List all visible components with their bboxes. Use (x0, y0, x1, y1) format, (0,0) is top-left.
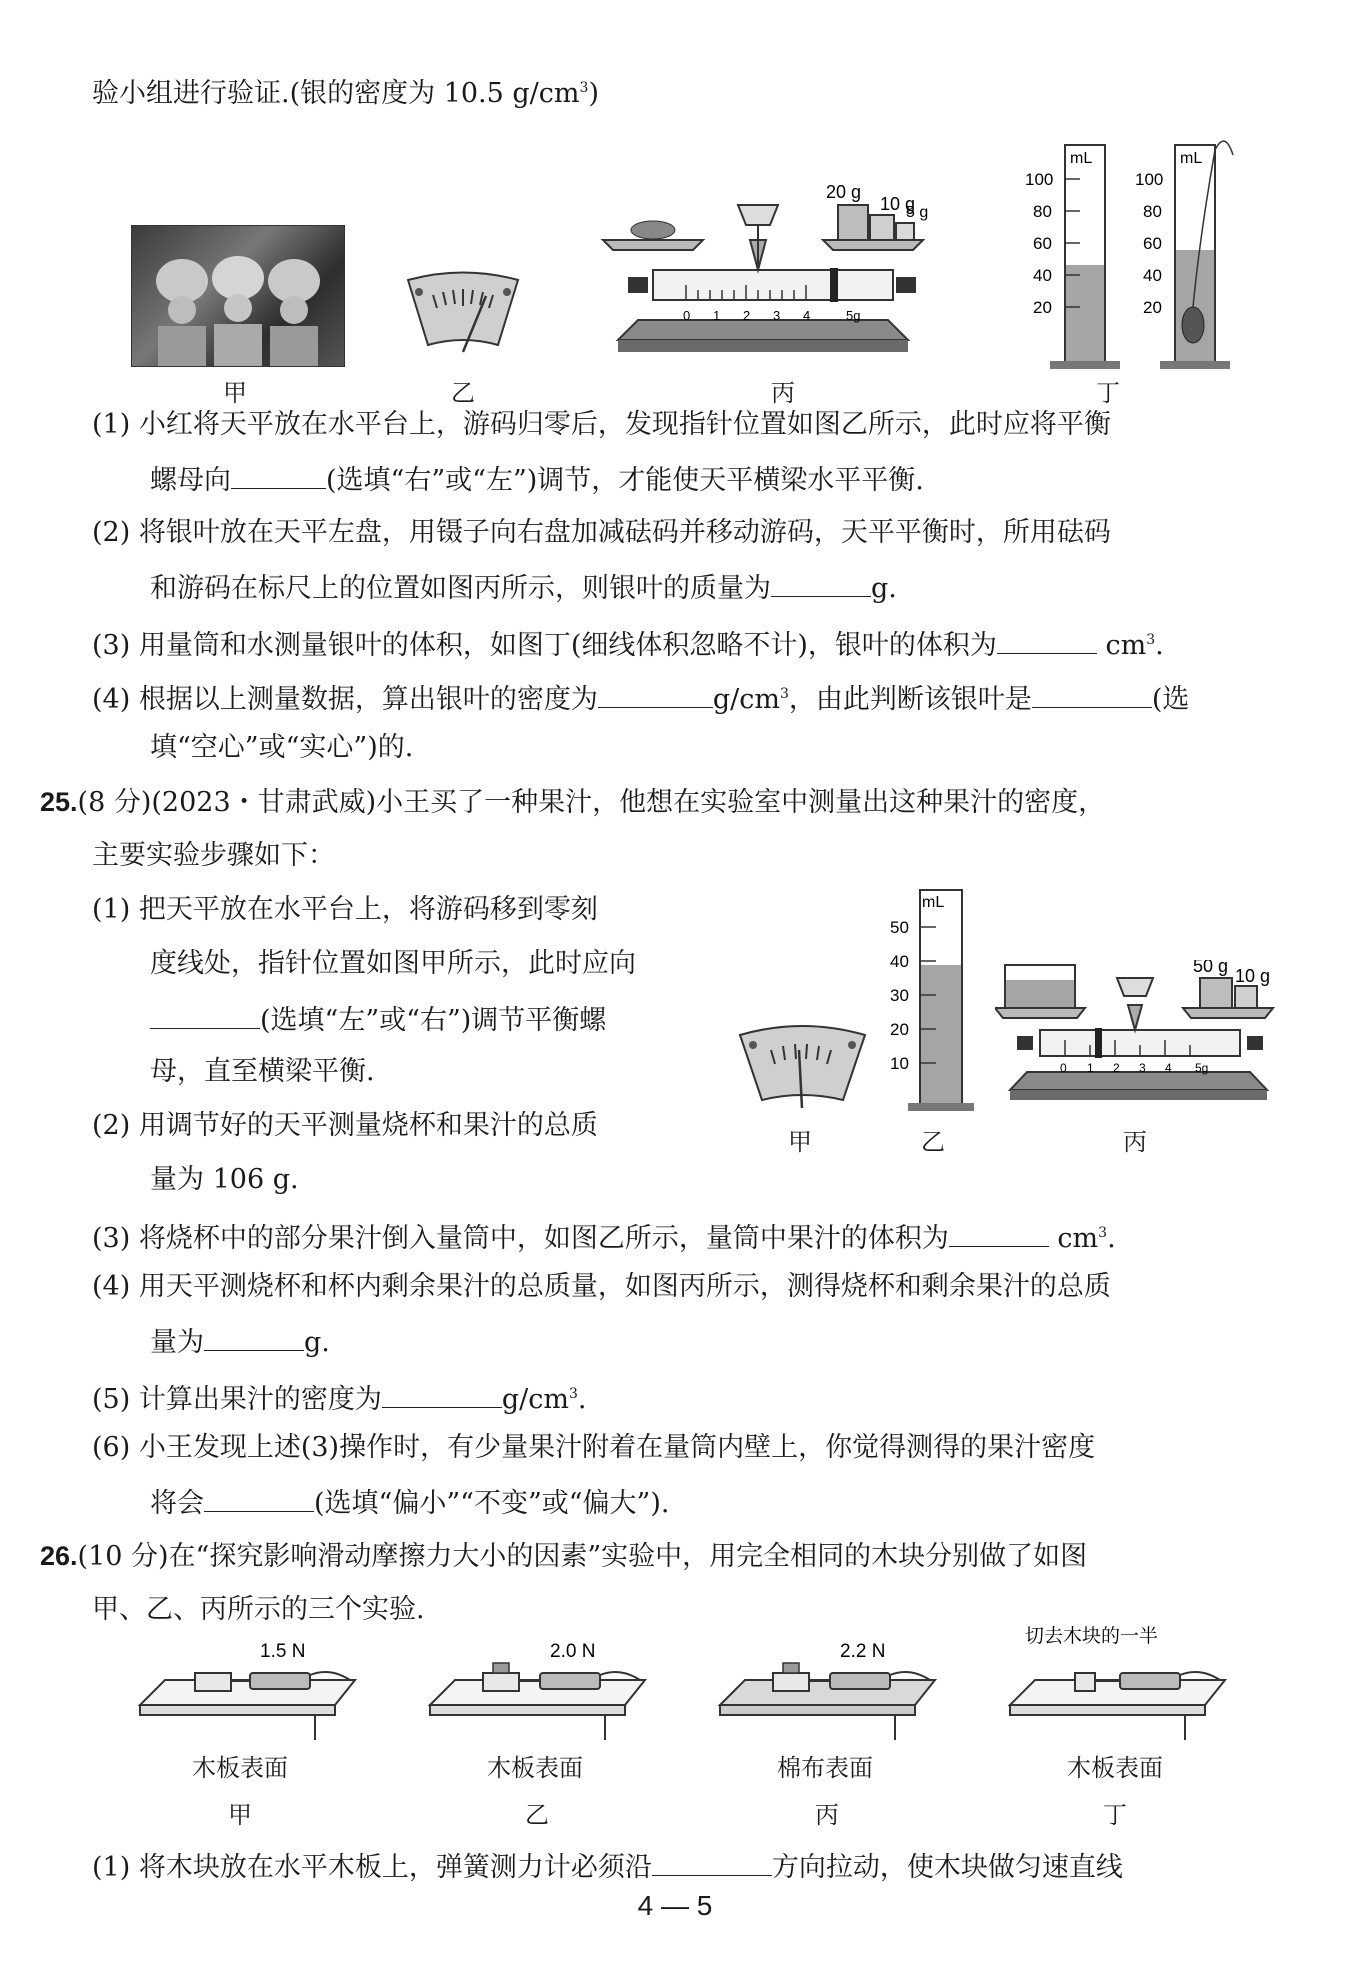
q25-p1-line-a: (1) 把天平放在水平台上，将游码移到零刻 (92, 894, 598, 925)
q25-p1-line-c: (选填“左”或“右”)调节平衡螺 (150, 998, 606, 1041)
q25-scale-tick-2: 2 (1113, 1061, 1120, 1075)
cylinder-water-only (1025, 145, 1120, 369)
q24-cyl2-tick-20: 20 (1143, 298, 1162, 317)
q25-scale-tick-1: 1 (1087, 1061, 1094, 1075)
q25-p1-line-d: 母，直至横梁平衡. (150, 1056, 375, 1087)
q24-weight-20g: 20 g (826, 185, 862, 202)
q24-p3-answer-blank[interactable] (997, 623, 1097, 654)
q24-p4-density-blank[interactable] (598, 677, 713, 708)
q24-cyl2-unit: mL (1180, 150, 1203, 167)
q24-cyl2-tick-60: 60 (1143, 234, 1162, 253)
friction-experiment-jia-figure (135, 1635, 365, 1740)
q24-p1-line-a: (1) 小红将天平放在水平台上，游码归零后，发现指针位置如图乙所示，此时应将平衡 (92, 409, 1111, 440)
q26-force-yi: 2.0 N (550, 1641, 596, 1662)
q25-p1-line-b: 度线处，指针位置如图甲所示，此时应向 (150, 948, 636, 979)
q24-caption-jia: 甲 (223, 379, 247, 407)
q24-weight-10g: 10 g (880, 194, 916, 214)
q24-cyl1-unit: mL (1070, 150, 1093, 167)
q24-caption-bing: 丙 (771, 379, 795, 407)
q24-p3-line: (3) 用量筒和水测量银叶的体积，如图丁(细线体积忽略不计)，银叶的体积为 $cm^3$. (92, 620, 1164, 666)
q24-cyl1-tick-100: 100 (1025, 170, 1054, 189)
q25-cyl-tick-40: 40 (890, 952, 909, 971)
friction-experiment-yi-figure (425, 1635, 655, 1740)
q25-p5-line: (5) 计算出果汁的密度为 $g/cm^3$. (92, 1374, 586, 1420)
q26-caption-yi: 乙 (525, 1801, 549, 1829)
q26-number: 26. (40, 1541, 78, 1571)
q26-header-line-b: 甲、乙、丙所示的三个实验. (92, 1594, 425, 1625)
q25-header-line-a: 25.(8 分)(2023・甘肃武威)小王买了一种果汁，他想在实验室中测量出这种果汁的密度， (40, 787, 1106, 818)
q25-p2-line-b: 量为 106 g. (150, 1164, 299, 1195)
q25-p3-line: (3) 将烧杯中的部分果汁倒入量筒中，如图乙所示，量筒中果汁的体积为 $cm^3$. (92, 1213, 1116, 1259)
q24-p4-hollow-blank[interactable] (1032, 677, 1152, 708)
q25-scale-tick-3: 3 (1139, 1061, 1146, 1075)
q24-weight-5g: 5 g (906, 204, 928, 221)
graduated-cylinders-q24-figure (1025, 135, 1245, 375)
q25-p2-line-a: (2) 用调节好的天平测量烧杯和果汁的总质 (92, 1110, 598, 1141)
q24-p2-line-a: (2) 将银叶放在天平左盘，用镊子向右盘加减砝码并移动游码，天平平衡时，所用砝码 (92, 517, 1111, 548)
q24-scale-tick-5g: 5g (846, 308, 861, 323)
q26-surface-yi: 木板表面 (487, 1754, 583, 1782)
q25-p4-line-a: (4) 用天平测烧杯和杯内剩余果汁的总质量，如图丙所示，测得烧杯和剩余果汁的总质 (92, 1271, 1111, 1302)
q24-p2-answer-blank[interactable] (771, 566, 871, 597)
balance-q24-figure (598, 185, 928, 375)
q24-p4-line-b: 填“空心”或“实心”)的. (150, 732, 414, 763)
q25-p1-answer-blank[interactable] (150, 998, 260, 1029)
q24-cyl2-tick-80: 80 (1143, 202, 1162, 221)
q25-p6-line-a: (6) 小王发现上述(3)操作时，有少量果汁附着在量筒内壁上，你觉得测得的果汁密度 (92, 1432, 1096, 1463)
q25-weight-50g: 50 g (1193, 960, 1229, 976)
q25-p3-answer-blank[interactable] (949, 1216, 1049, 1247)
q25-caption-yi: 乙 (921, 1128, 945, 1156)
q26-surface-bing: 棉布表面 (777, 1754, 873, 1782)
intro-line: 验小组进行验证.(银的密度为 10.5 $g/cm^3$) (92, 78, 599, 109)
q24-p1-answer-blank[interactable] (231, 458, 326, 489)
silver-headdress-photo (131, 225, 345, 367)
cylinder-with-leaf (1135, 141, 1233, 369)
q26-force-bing: 2.2 N (840, 1641, 886, 1662)
q25-cyl-tick-10: 10 (890, 1054, 909, 1073)
q26-surface-ding: 木板表面 (1067, 1754, 1163, 1782)
q24-cyl1-tick-80: 80 (1033, 202, 1052, 221)
q24-scale-tick-3: 3 (773, 308, 781, 323)
q26-force-jia: 1.5 N (260, 1641, 306, 1662)
q25-cyl-tick-20: 20 (890, 1020, 909, 1039)
q25-scale-tick-0: 0 (1060, 1061, 1067, 1075)
pointer-dial-q25-figure (735, 1020, 870, 1115)
photo-figures (132, 226, 344, 366)
q25-p6-line-b: 将会 (选填“偏小”“不变”或“偏大”). (150, 1481, 669, 1524)
balance-q25-figure (995, 960, 1280, 1120)
q26-p1-answer-blank[interactable] (652, 1845, 772, 1876)
q25-caption-jia: 甲 (788, 1128, 812, 1156)
q25-p4-line-b: 量为 g. (150, 1320, 330, 1363)
q25-weight-10g: 10 g (1235, 966, 1271, 986)
q24-cyl1-tick-40: 40 (1033, 266, 1052, 285)
q25-cyl-unit: mL (922, 894, 945, 911)
q24-scale-tick-0: 0 (683, 308, 691, 323)
q26-p1-line: (1) 将木块放在水平木板上，弹簧测力计必须沿 方向拉动，使木块做匀速直线 (92, 1845, 1123, 1888)
q26-caption-ding: 丁 (1103, 1801, 1127, 1829)
q24-caption-yi: 乙 (451, 379, 475, 407)
q24-scale-tick-4: 4 (803, 308, 811, 323)
q25-p6-answer-blank[interactable] (204, 1481, 314, 1512)
q26-caption-bing: 丙 (815, 1801, 839, 1829)
q25-p5-answer-blank[interactable] (382, 1377, 502, 1408)
q24-p1-line-b: 螺母向 (选填“右”或“左”)调节，才能使天平横梁水平平衡. (150, 458, 924, 501)
q24-scale-tick-2: 2 (743, 308, 751, 323)
q24-p2-line-b: 和游码在标尺上的位置如图丙所示，则银叶的质量为 g. (150, 566, 897, 609)
q24-caption-ding: 丁 (1096, 379, 1120, 407)
q25-caption-bing: 丙 (1123, 1128, 1147, 1156)
q24-cyl1-tick-20: 20 (1033, 298, 1052, 317)
q24-scale-tick-1: 1 (713, 308, 721, 323)
q25-cyl-tick-30: 30 (890, 986, 909, 1005)
q26-cut-note: 切去木块的一半 (1025, 1626, 1159, 1647)
q25-scale-tick-4: 4 (1165, 1061, 1172, 1075)
friction-experiment-ding-figure (1005, 1620, 1245, 1740)
graduated-cylinder-q25-figure (880, 885, 990, 1120)
q24-cyl1-tick-60: 60 (1033, 234, 1052, 253)
page-number: 4 — 5 (637, 1890, 713, 1921)
q24-cyl2-tick-100: 100 (1135, 170, 1164, 189)
q25-scale-tick-5g: 5g (1195, 1061, 1209, 1075)
q26-caption-jia: 甲 (228, 1801, 252, 1829)
q26-surface-jia: 木板表面 (192, 1754, 288, 1782)
q25-p4-answer-blank[interactable] (204, 1320, 304, 1351)
q25-header-line-b: 主要实验步骤如下： (92, 840, 335, 871)
q25-number: 25. (40, 787, 78, 817)
friction-experiment-bing-figure (715, 1635, 945, 1740)
q24-p4-line-a: (4) 根据以上测量数据，算出银叶的密度为 $g/cm^3$，由此判断该银叶是 (选 (92, 674, 1189, 720)
q25-cyl-tick-50: 50 (890, 918, 909, 937)
pointer-dial-left-figure (403, 270, 523, 365)
q26-header-line-a: 26.(10 分)在“探究影响滑动摩擦力大小的因素”实验中，用完全相同的木块分别做了如图 (40, 1541, 1088, 1572)
q24-cyl2-tick-40: 40 (1143, 266, 1162, 285)
